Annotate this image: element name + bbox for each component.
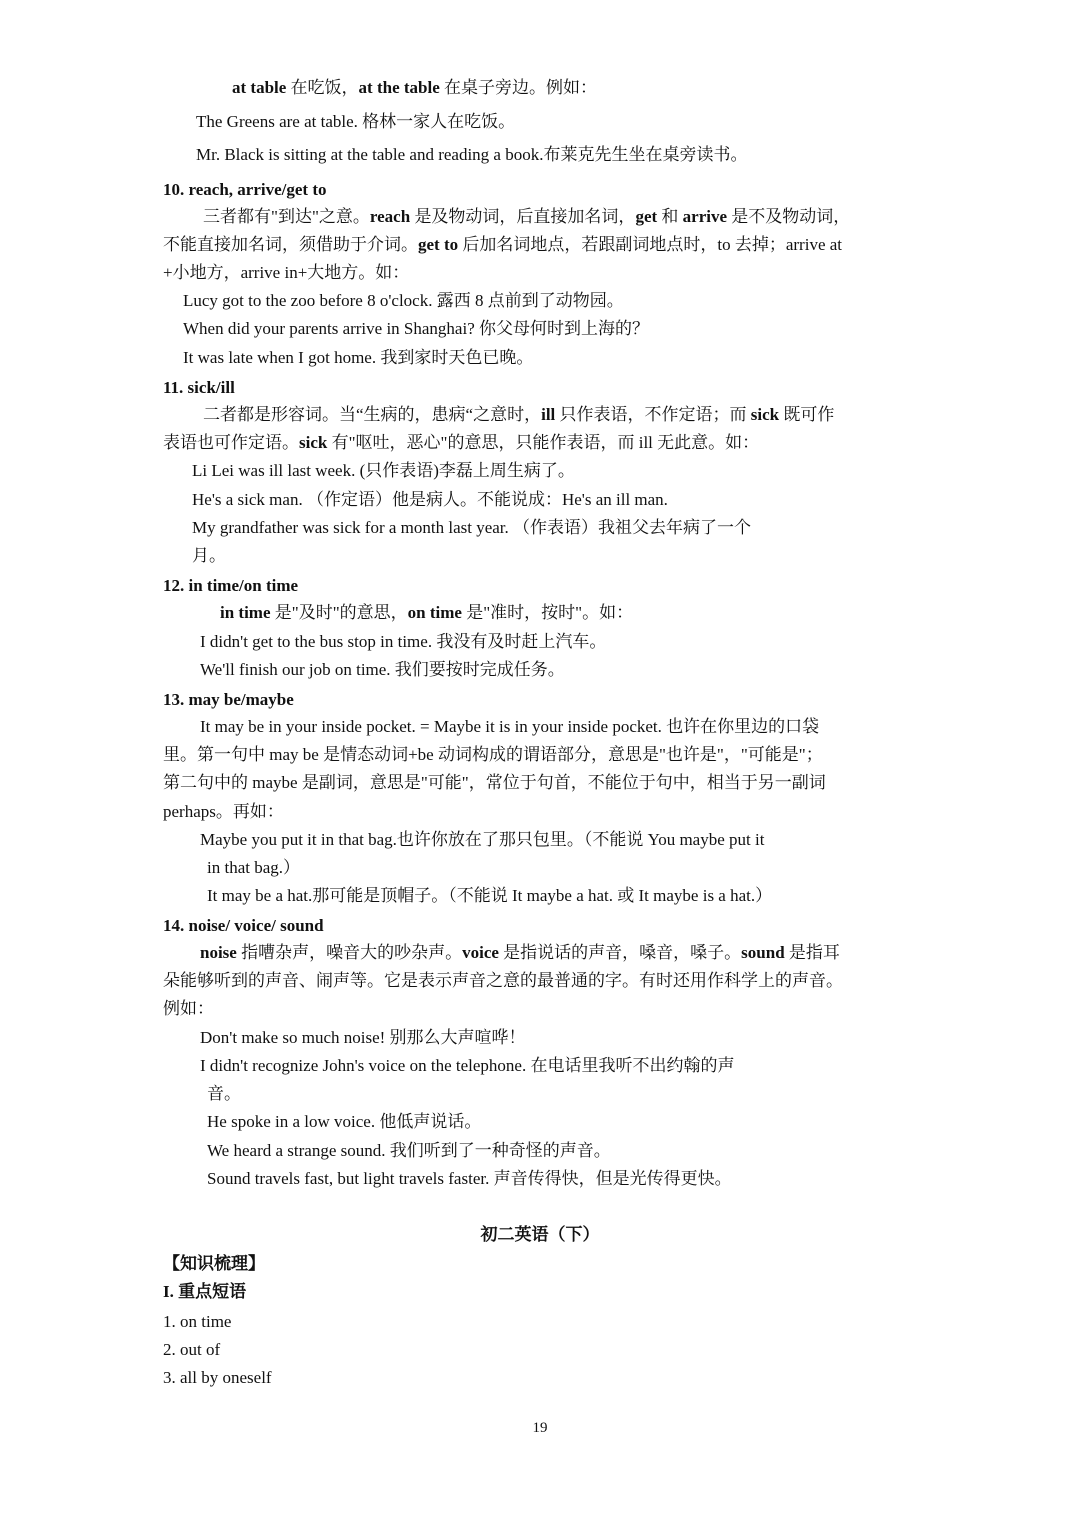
text-segment: 不能直接加名词，须借助于介词。 <box>163 235 418 254</box>
text-segment: 例如： <box>163 999 214 1018</box>
text-segment: sick <box>299 433 328 452</box>
example-line <box>196 110 515 134</box>
example-line <box>207 1110 481 1134</box>
text-segment: reach <box>369 207 411 226</box>
text-segment: It may be in your inside pocket. = Maybe it is in your inside pocket. 也许在你里边的口袋 <box>200 717 820 736</box>
example-line <box>200 658 565 682</box>
text-segment: We heard a strange sound. 我们听到了一种奇怪的声音。 <box>207 1141 611 1160</box>
text-segment: 是不及物动词， <box>727 207 851 226</box>
text-segment: He spoke in a low voice. 他低声说话。 <box>207 1112 482 1131</box>
text-segment: I. 重点短语 <box>163 1282 247 1301</box>
example-line <box>192 544 226 568</box>
paragraph-line <box>163 233 842 257</box>
example-line <box>207 1139 611 1163</box>
text-segment: 2. out of <box>163 1340 221 1359</box>
text-segment: sick <box>750 405 780 424</box>
text-segment: Lucy got to the zoo before 8 o'clock. 露西 8 点前到了动物园。 <box>183 291 624 310</box>
text-segment: sound <box>741 943 785 962</box>
text-segment: +小地方，arrive in+大地方。如： <box>163 263 410 282</box>
section-heading <box>163 574 298 598</box>
text-segment: 3. all by oneself <box>163 1368 272 1387</box>
text-segment: It was late when I got home. 我到家时天色已晚。 <box>183 348 534 367</box>
example-line <box>183 346 533 370</box>
example-line <box>200 1026 526 1050</box>
paragraph-line <box>203 205 850 229</box>
example-line <box>200 1054 734 1078</box>
paragraph-line <box>200 715 819 739</box>
text-segment: 1. on time <box>163 1312 232 1331</box>
paragraph-line <box>200 941 840 965</box>
section-heading <box>163 688 294 712</box>
example-line <box>207 1082 241 1106</box>
text-segment: 二者都是形容词。当“生病的，患病“之意时， <box>203 405 542 424</box>
paragraph-line <box>163 261 409 285</box>
text-segment: He's a sick man. （作定语）他是病人。不能说成：He's an ill man. <box>192 490 668 509</box>
text-segment: 指嘈杂声，噪音大的吵杂声。 <box>236 943 463 962</box>
text-segment: in time <box>220 603 271 622</box>
text-segment: ill <box>541 405 556 424</box>
example-line <box>232 76 597 100</box>
paragraph-line <box>163 997 214 1021</box>
text-segment: Sound travels fast, but light travels faster. 声音传得快，但是光传得更快。 <box>207 1169 732 1188</box>
example-line <box>207 1167 732 1191</box>
paragraph-line <box>163 743 823 767</box>
text-segment: 只作表语，不作定语；而 <box>555 405 751 424</box>
example-line <box>192 459 575 483</box>
text-segment: Li Lei was ill last week. (只作表语)李磊上周生病了。 <box>192 461 575 480</box>
text-segment: 13. may be/maybe <box>163 690 294 709</box>
text-segment: 有"呕吐，恶心"的意思，只能作表语，而 ill 无此意。如： <box>327 433 760 452</box>
page-number: 19 <box>532 1420 548 1436</box>
text-segment: 初二英语（下） <box>480 1225 600 1244</box>
text-segment: 月。 <box>192 546 226 565</box>
text-segment: It may be a hat.那可能是顶帽子。（不能说 It maybe a hat. 或 It maybe is a hat.） <box>207 886 773 905</box>
text-segment: 既可作 <box>779 405 835 424</box>
text-segment: 里。第一句中 may be 是情态动词+be 动词构成的谓语部分，意思是"也许是"，"可能是"； <box>163 745 823 764</box>
text-segment: 是指说话的声音，嗓音，嗓子。 <box>498 943 742 962</box>
text-segment: Mr. Black is sitting at the table and reading a book.布莱克先生坐在桌旁读书。 <box>196 145 748 164</box>
list-item <box>163 1338 220 1362</box>
text-segment: 11. sick/ill <box>163 378 235 397</box>
text-segment: I didn't get to the bus stop in time. 我没有及时赶上汽车。 <box>200 632 607 651</box>
example-line <box>207 856 300 880</box>
text-segment: The Greens are at table. 格林一家人在吃饭。 <box>196 112 516 131</box>
text-segment: in that bag.） <box>207 858 301 877</box>
section-heading <box>163 376 235 400</box>
text-segment: perhaps。再如： <box>163 802 284 821</box>
example-line <box>200 828 764 852</box>
section-heading <box>163 914 324 938</box>
text-segment: 在桌子旁边。例如： <box>439 78 598 97</box>
text-segment: 后加名词地点，若跟副词地点时，to 去掉；arrive at <box>458 235 843 254</box>
text-segment: at table <box>232 78 287 97</box>
example-line <box>200 630 606 654</box>
text-segment: get <box>635 207 658 226</box>
text-segment: 是指耳 <box>784 943 840 962</box>
text-segment: Don't make so much noise! 别那么大声喧哗！ <box>200 1028 526 1047</box>
section-heading <box>163 178 326 202</box>
paragraph-line <box>203 403 834 427</box>
list-item <box>163 1366 272 1390</box>
text-segment: 是"及时"的意思， <box>270 603 408 622</box>
example-line <box>183 289 624 313</box>
text-segment: 朵能够听到的声音、闹声等。它是表示声音之意的最普通的字。有时还用作科学上的声音。 <box>163 971 843 990</box>
text-segment: voice <box>462 943 499 962</box>
text-segment: 是"准时，按时"。如： <box>461 603 634 622</box>
text-segment: We'll finish our job on time. 我们要按时完成任务。 <box>200 660 565 679</box>
text-segment: When did your parents arrive in Shanghai? 你父母何时到上海的？ <box>183 319 649 338</box>
text-segment: 【知识梳理】 <box>163 1254 265 1273</box>
example-line <box>207 884 772 908</box>
paragraph-line <box>163 800 284 824</box>
subsection-heading <box>163 1280 246 1304</box>
subsection-heading <box>163 1252 265 1276</box>
text-segment: noise <box>200 943 237 962</box>
text-segment: My grandfather was sick for a month last year. （作表语）我祖父去年病了一个 <box>192 518 752 537</box>
text-segment: 和 <box>657 207 683 226</box>
example-line <box>192 516 751 540</box>
text-segment: Maybe you put it in that bag.也许你放在了那只包里。（不能说 You maybe put it <box>200 830 765 849</box>
text-segment: I didn't recognize John's voice on the telephone. 在电话里我听不出约翰的声 <box>200 1056 735 1075</box>
list-item <box>163 1310 231 1334</box>
chapter-title <box>0 1223 1080 1247</box>
text-segment: arrive <box>682 207 728 226</box>
text-segment: 10. reach, arrive/get to <box>163 180 327 199</box>
text-segment: 是及物动词，后直接加名词， <box>410 207 636 226</box>
text-segment: 14. noise/ voice/ sound <box>163 916 324 935</box>
example-line <box>183 317 649 341</box>
text-segment: 音。 <box>207 1084 241 1103</box>
text-segment: 第二句中的 maybe 是副词，意思是"可能"，常位于句首，不能位于句中，相当于另一副词 <box>163 773 826 792</box>
example-line <box>192 488 668 512</box>
paragraph-line <box>163 771 826 795</box>
paragraph-line <box>163 969 843 993</box>
text-segment: 三者都有"到达"之意。 <box>203 207 370 226</box>
paragraph-line <box>220 601 633 625</box>
text-segment: on time <box>407 603 462 622</box>
text-segment: 表语也可作定语。 <box>163 433 299 452</box>
example-line <box>196 143 747 167</box>
text-segment: get to <box>418 235 459 254</box>
text-segment: 12. in time/on time <box>163 576 299 595</box>
paragraph-line <box>163 431 759 455</box>
text-segment: at the table <box>358 78 440 97</box>
text-segment: 在吃饭， <box>286 78 359 97</box>
